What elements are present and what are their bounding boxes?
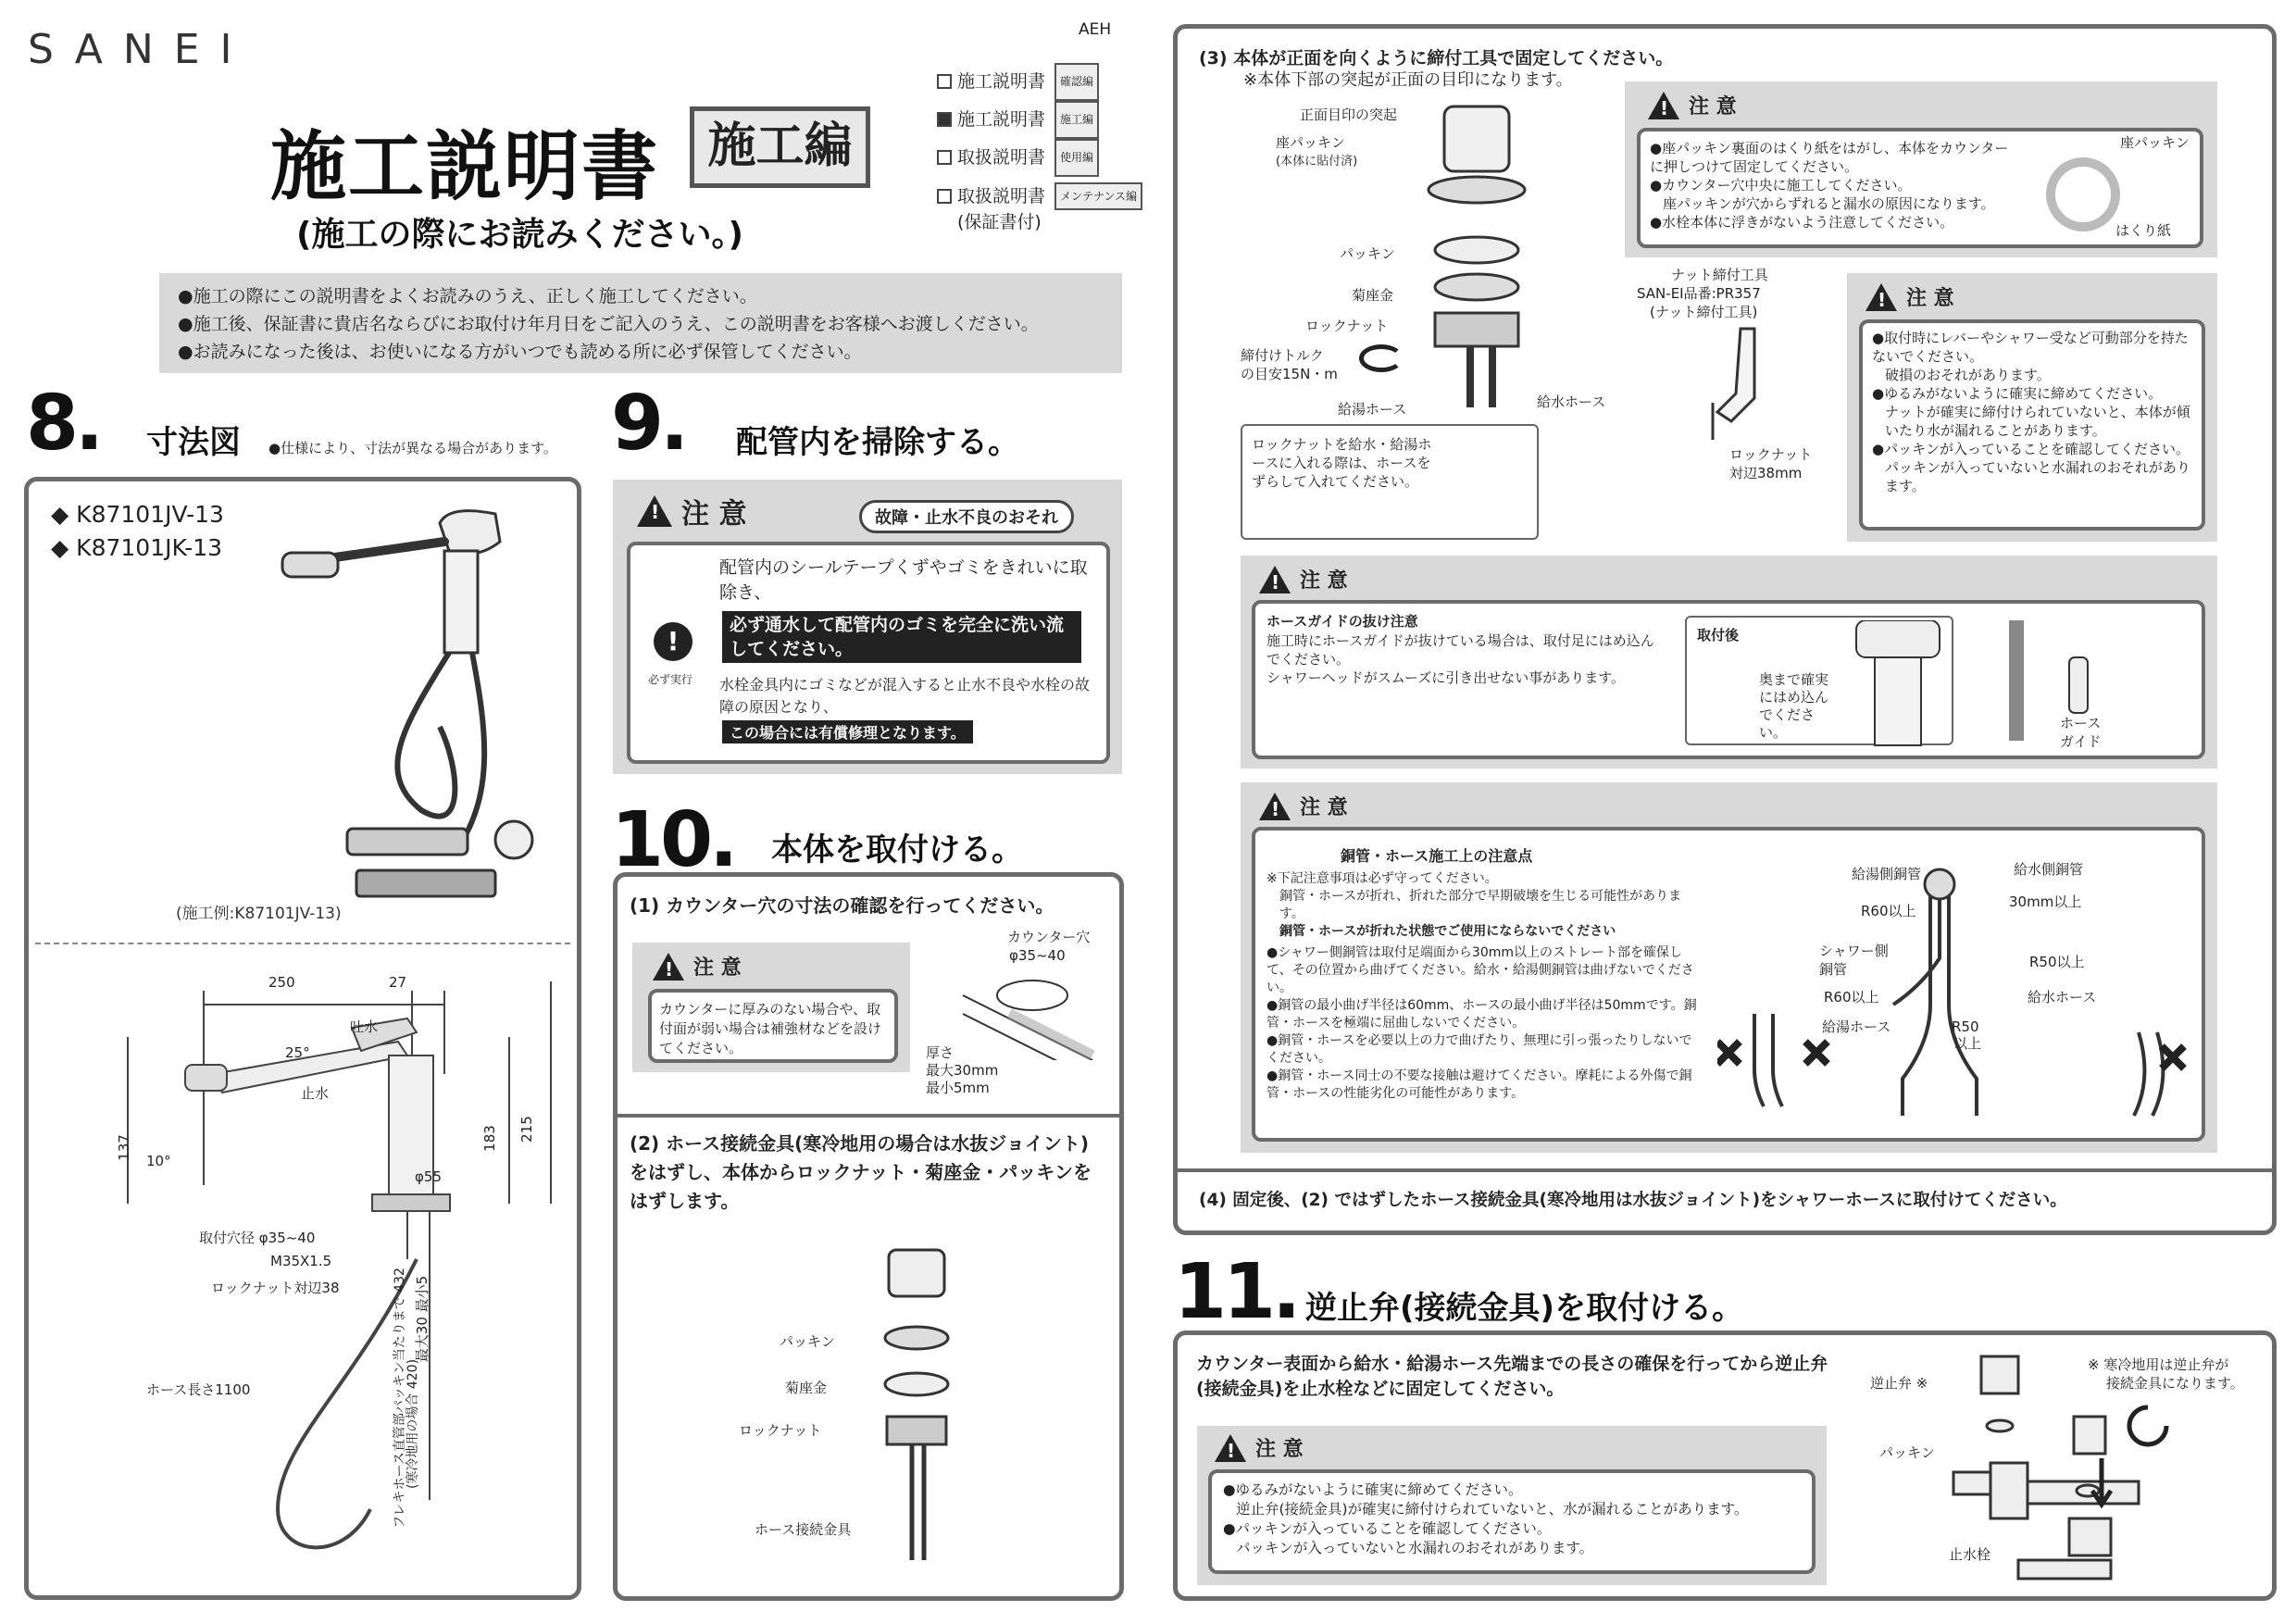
pipe-bend-diagram: [1717, 856, 2199, 1134]
step-1-caution-head: ! 注 意: [653, 952, 742, 981]
step-4: (4) 固定後、(2) ではずしたホース接続金具(寒冷地用は水抜ジョイント)をシャワーホースに取付けてください。: [1199, 1191, 2067, 1210]
dim-flex-420: (寒冷地用の場合 420): [406, 1358, 421, 1490]
pipe-label-r50: R50以上: [2029, 954, 2085, 970]
section-10-number: 10.: [611, 796, 735, 884]
label-release-paper: はくり紙: [2115, 222, 2172, 239]
part-packing: パッキン: [780, 1333, 835, 1350]
label-seat-packing: 座パッキン: [1276, 134, 1345, 151]
label-tool-2: SAN-EI品番:PR357: [1637, 285, 1761, 302]
label-packing: パッキン: [1340, 245, 1395, 262]
pipe-head: 銅管・ホース施工上の注意点: [1341, 847, 1533, 865]
label-seat-packing-2: 座パッキン: [2120, 134, 2190, 151]
section-9-number: 9.: [611, 380, 686, 468]
section-11-title: 逆止弁(接続金具)を取付ける。: [1305, 1290, 1744, 1327]
counter-label-1: カウンター穴: [1007, 929, 1091, 945]
manual-list: [937, 63, 1142, 234]
section-9-warn-tag: 故障・止水不良のおそれ: [859, 500, 1074, 533]
label-torque-1: 締付けトルク: [1241, 347, 1324, 364]
after-install-text: 奥まで確実にはめ込んでください。: [1759, 671, 1829, 741]
manual-item: 取扱説明書 メンテナンス編 (保証書付): [937, 182, 1142, 234]
manual-item: 施工説明書 確認編: [937, 63, 1142, 101]
install-example-caption: (施工例:K87101JV-13): [176, 905, 342, 923]
dim-25deg: 25°: [285, 1044, 310, 1061]
pipe-label-cold-hose: 給水ホース: [2028, 989, 2097, 1006]
part-hose-fitting: ホース接続金具: [755, 1521, 852, 1538]
dim-215: 215: [518, 1116, 535, 1143]
seat-packing-ring: [2046, 157, 2120, 231]
section-9-text-2: 必ず通水して配管内のゴミを完全に洗い流してください。: [722, 611, 1081, 663]
part-locknut: ロックナット: [739, 1422, 822, 1439]
caution-mounting-head: ! 注 意: [1866, 282, 1954, 311]
section-8-number: 8.: [26, 380, 101, 468]
step-1: (1) カウンター穴の寸法の確認を行ってください。: [630, 894, 1054, 917]
counter-label-4: 最大30mm: [926, 1062, 999, 1079]
step-3-note: ※本体下部の突起が正面の目印になります。: [1243, 70, 1573, 90]
step-4-divider: [1178, 1168, 2272, 1172]
section-8-note: ●仕様により、寸法が異なる場合があります。: [268, 440, 557, 456]
parts-diagram: [870, 1245, 972, 1579]
label-washer: 菊座金: [1352, 287, 1394, 304]
dim-flex-432: フレキホース直管部パッキン当たりまで 432: [392, 1268, 407, 1529]
section-9-text-1: 配管内のシールテープくずやゴミをきれいに取除き、: [719, 557, 1088, 603]
label-tool-1: ナット締付工具: [1671, 267, 1768, 283]
step-2: (2) ホース接続金具(寒冷地用の場合は水抜ジョイント)をはずし、本体からロックナット・菊座金・パッキンをはずします。: [630, 1132, 1092, 1212]
doc-code: AEH: [1079, 20, 1112, 39]
manual-item: 施工説明書 施工編: [937, 101, 1142, 139]
dashed-divider: [35, 943, 570, 944]
caution-seat-packing-head: ! 注 意: [1648, 91, 1737, 119]
warning-icon: [1866, 283, 1897, 311]
counter-label-2: φ35~40: [1009, 947, 1066, 964]
section-10-title: 本体を取付ける。: [771, 831, 1023, 868]
label-check-valve: 逆止弁 ※: [1870, 1375, 1928, 1392]
warning-icon: [653, 953, 684, 981]
label-locknut: ロックナット: [1305, 318, 1389, 334]
doc-subtitle: (施工の際にお読みください。): [296, 216, 743, 254]
manual-item: 取扱説明書 使用編: [937, 139, 1142, 177]
step-3: (3) 本体が正面を向くように締付工具で固定してください。: [1199, 48, 1674, 69]
dim-250: 250: [268, 974, 295, 991]
counter-label-5: 最小5mm: [926, 1080, 990, 1096]
pipe-label-shower-2: 銅管: [1819, 961, 1848, 978]
hose-guide-illustration: [1847, 620, 2171, 750]
pipe-label-r50-2: R50: [1952, 1018, 1979, 1035]
dim-183: 183: [480, 1125, 498, 1152]
insert-note-box: ロックナットを給水・給湯ホースに入れる際は、ホースをずらして入れてください。: [1241, 424, 1539, 540]
section-11-caution-head: ! 注 意: [1215, 1433, 1304, 1462]
hose-guide-head: ホースガイドの抜け注意: [1267, 613, 1418, 630]
warning-icon: [637, 495, 672, 527]
pipe-label-cold-pipe: 給水側銅管: [2014, 861, 2084, 878]
pipe-label-shower-1: シャワー側: [1819, 943, 1889, 959]
section-8-title: 寸法図: [146, 424, 241, 461]
warning-icon: [1259, 566, 1291, 593]
dim-spout: 吐水: [350, 1018, 379, 1035]
label-hose-guide-1: ホース: [2060, 715, 2102, 731]
doc-title: 施工説明書: [270, 123, 660, 211]
rotate-arrow-icon: [1359, 344, 1404, 372]
mandatory-label: 必ず実行: [648, 673, 693, 686]
label-cold-hose: 給水ホース: [1537, 394, 1606, 410]
label-tool-3: (ナット締付工具): [1650, 304, 1758, 320]
dim-hose-length: ホース長さ1100: [146, 1381, 251, 1398]
pipe-label-r60: R60以上: [1861, 903, 1916, 919]
label-seat-packing-note: (本体に貼付済): [1276, 155, 1358, 169]
warning-icon: [1648, 92, 1679, 119]
counter-hole-diagram: [954, 958, 1120, 1060]
caution-mounting-body: ●取付時にレバーやシャワー受など可動部分を持たないでください。 破損のおそれがあります。 ●ゆるみがないように確実に締めてください。 ナットが確実に締付けられていないと、本体が傾いたり水が漏れることがあります。 ●パッキンが入っていることを確認してください。 パッキンが入っていないと水漏れのおそれがあります。: [1859, 319, 2205, 531]
dim-hole: 取付穴径 φ35~40: [199, 1230, 316, 1246]
section-9-title: 配管内を掃除する。: [736, 424, 1019, 461]
warning-icon: [1215, 1434, 1246, 1462]
pipe-label-r60-2: R60以上: [1824, 989, 1879, 1006]
caution-seat-packing-body: ●座パッキン裏面のはくり紙をはがし、本体をカウンターに押しつけて固定してください。 ●カウンター穴中央に施工してください。 座パッキンが穴からずれると漏水の原因になります。 ●水栓本体に浮きがないよう注意してください。: [1637, 128, 2203, 248]
pipe-label-hot-hose: 給湯ホース: [1822, 1018, 1891, 1035]
dim-10deg: 10°: [146, 1153, 171, 1169]
section-11-lead: カウンター表面から給水・給湯ホース先端までの長さの確保を行ってから逆止弁(接続金具)を止水栓などに固定してください。: [1196, 1354, 1828, 1399]
brand-logo: SANEI: [28, 26, 253, 73]
dim-stop: 止水: [301, 1085, 330, 1102]
hose-guide-text: 施工時にホースガイドが抜けている場合は、取付足にはめ込んでください。 シャワーヘッドがスムーズに引き出せない事があります。: [1267, 632, 1654, 686]
pipe-text: ※下記注意事項は必ず守ってください。 銅管・ホースが折れ、折れた部分で早期破壊を生じる可能性があります。 銅管・ホースが折れた状態でご使用にならないでください ●シャワー側銅管は取付足端面から30mm以上のストレート部を確保して、その位置から曲げてください。給水・給湯側銅管は曲げないでください。 ●銅管の最小曲げ半径は60mm、ホースの最小曲げ半径は50mmです。銅管・ホースを極端に屈曲しないでください。 ●銅管・ホースを必要以上の力で曲げたり、無理に引っ張ったりしないでください。 ●銅管・ホース同士の不要な接触は避けてください。摩耗による外傷で銅管・ホースの性能劣化の可能性があります。: [1267, 871, 1697, 1101]
dimension-drawing: [74, 963, 574, 1583]
model-list: ◆ K87101JV-13 ◆ K87101JK-13: [51, 501, 224, 561]
warning-icon: [1259, 793, 1291, 820]
mandatory-icon: !: [654, 622, 693, 661]
pipe-label-above: 以上: [1953, 1035, 1982, 1052]
label-cold-region-2: 接続金具になります。: [2106, 1375, 2244, 1392]
part-washer: 菊座金: [785, 1380, 828, 1396]
label-hose-guide-2: ガイド: [2060, 733, 2102, 750]
section-9-caution-head: ! 注 意: [637, 491, 746, 531]
dim-55: φ55: [415, 1168, 442, 1185]
pipe-label-hot-pipe: 給湯側銅管: [1852, 866, 1922, 882]
label-stop-valve: 止水栓: [1949, 1546, 1991, 1563]
label-front-mark: 正面目印の突起: [1300, 106, 1398, 123]
step-1-caution-body: カウンターに厚みのない場合や、取付面が弱い場合は補強材などを設けてください。: [648, 989, 898, 1063]
wrench-tool-illustration: [1699, 324, 1773, 444]
label-torque-2: の目安15N・m: [1241, 366, 1338, 382]
caution-pipe-head: ! 注 意: [1259, 792, 1348, 820]
section-9-text-4: この場合には有償修理となります。: [722, 720, 973, 743]
counter-label-3: 厚さ: [926, 1044, 955, 1061]
label-locknut-2: ロックナット: [1729, 446, 1813, 463]
dim-137: 137: [115, 1134, 132, 1161]
section-11-caution-body: ●ゆるみがないように確実に締めてください。 逆止弁(接続金具)が確実に締付けられていないと、水が漏れることがあります。 ●パッキンが入っていることを確認してください。 パッキンが入っていないと水漏れのおそれがあります。: [1208, 1469, 1816, 1574]
dim-max-min: 最大30 最小5: [414, 1275, 431, 1363]
dim-27: 27: [389, 974, 407, 991]
section-9-text-3: 水栓金具内にゴミなどが混入すると止水不良や水栓の故障の原因となり、: [719, 676, 1091, 716]
label-packing-11: パッキン: [1879, 1444, 1935, 1461]
label-width-38: 対辺38mm: [1729, 465, 1803, 481]
section-11-number: 11.: [1174, 1248, 1298, 1336]
faucet-illustration: [264, 486, 569, 940]
after-install-label: 取付後: [1697, 627, 1740, 643]
pipe-label-30mm: 30mm以上: [2009, 893, 2082, 910]
step-divider: [618, 1114, 1119, 1118]
dim-thread: M35X1.5: [270, 1253, 332, 1269]
label-hot-hose: 給湯ホース: [1338, 401, 1407, 418]
dim-locknut: ロックナット対辺38: [211, 1280, 340, 1296]
notice-box: ●施工の際にこの説明書をよくお読みのうえ、正しく施工してください。 ●施工後、保証書に貴店名ならびにお取付け年月日をご記入のうえ、この説明書をお客様へお渡しください。 ●お読みになった後は、お使いになる方がいつでも読める所に必ず保管してください。: [159, 273, 1122, 373]
doc-title-tag: 施工編: [690, 106, 870, 188]
label-cold-region-1: ※ 寒冷地用は逆止弁が: [2088, 1356, 2229, 1373]
install-diagram: [1389, 102, 1555, 417]
caution-hose-guide-head: ! 注 意: [1259, 565, 1348, 593]
